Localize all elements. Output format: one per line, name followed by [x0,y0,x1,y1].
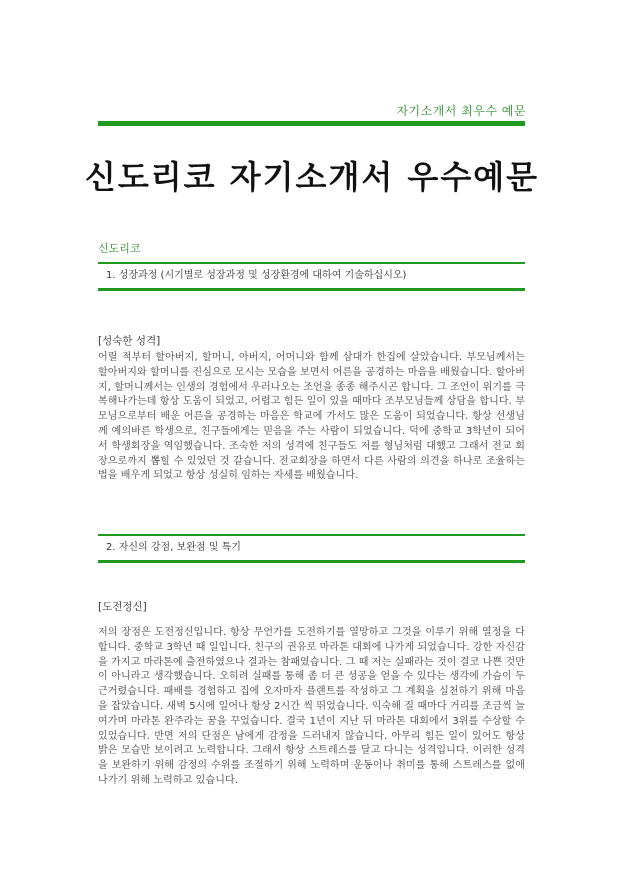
section-body: 저의 장점은 도전정신입니다. 항상 무언가를 도전하기를 열망하고 그것을 이루기 위해 열정을 다합니다. 중학교 3학년 때 일입니다. 친구의 권유로 마라톤 대회에 나가게 되었습니다. 강한 자신감을 가지고 마라톤에 출전하였으나 결과는 참패였습니다. 그 때 저는 실패라는 것이 결코 나쁜 것만이 아니라고 생각했습니다. 오히려 실패를 통해 좀 더 큰 성공을 얻을 수 있다는 생각에 가슴이 두근거렸습니다. 패배를 경험하고 집에 오자마자 플랜트를 작성하고 그 계획을 실천하기 위해 마음을 잡았습니다. 새벽 5시에 일어나 항상 2시간 씩 뛰었습니다. 익숙해 질 때마다 거리를 조금씩 늘여가며 마라톤 완주라는 꿈을 꾸었습니다. 결국 1년이 지난 뒤 마라톤 대회에서 3위를 수상할 수 있었습니다. 반면 저의 단점은 남에게 감정을 드러내지 않습니다. 아무리 힘든 일이 있어도 항상 밝은 모습만 보이려고 노력합니다. 그래서 항상 스트레스를 달고 다니는 성격입니다. 이러한 성격을 보완하기 위해 감정의 수위를 조절하기 위해 노력하며 운동이나 취미를 통해 스트레스를 없애나가기 위해 노력하고 있습니다. [98,627,525,786]
question-box-bottom-rule [98,288,525,291]
question-text: 1. 성장과정 (시기별로 성장과정 및 성장환경에 대하여 기술하십시오) [106,270,407,281]
question-box-1 [98,262,525,291]
section-subheading: [도전정신] [98,601,147,613]
section-body: 어릴 적부터 할아버지, 할머니, 아버지, 어머니와 함께 삼대가 한집에 살았습니다. 부모님께서는 할아버지와 할머니를 진심으로 모시는 모습을 보면서 어른을 공경하는 마음을 배웠습니다. 할아버지, 할머니께서는 인생의 경험에서 우러나오는 조언을 종종 해주시곤 합니다. 그 조언이 위기를 극복해나가는데 항상 도움이 되었고, 어렵고 힘든 일이 있을 때마다 조부모님들께 상담을 합니다. 부모님으로부터 배운 어른을 공경하는 마음은 학교에 가서도 많은 도움이 되었습니다. 항상 선생님께 예의바른 학생으로, 친구들에게는 믿음을 주는 사람이 되었습니다. 덕에 중학교 3학년이 되어서 학생회장을 역임했습니다. 조숙한 저의 성격에 친구들도 저를 형님처럼 대했고 그래서 전교 회장으로까지 뽑힐 수 있었던 것 같습니다. 전교회장을 하면서 다른 사람의 의견을 하나로 조율하는 법을 배우게 되었고 항상 성실히 임하는 자세를 배웠습니다. [98,352,525,482]
header-divider [98,121,525,126]
header-label: 자기소개서 최우수 예문 [396,104,526,118]
section-subheading: [성숙한 성격] [98,335,161,347]
company-name: 신도리코 [98,242,141,255]
question-box-2 [98,534,525,563]
question-box-bottom-rule [98,560,525,563]
document-title: 신도리코 자기소개서 우수예문 [84,158,540,196]
question-text: 2. 자신의 강점, 보완점 및 특기 [106,542,241,553]
